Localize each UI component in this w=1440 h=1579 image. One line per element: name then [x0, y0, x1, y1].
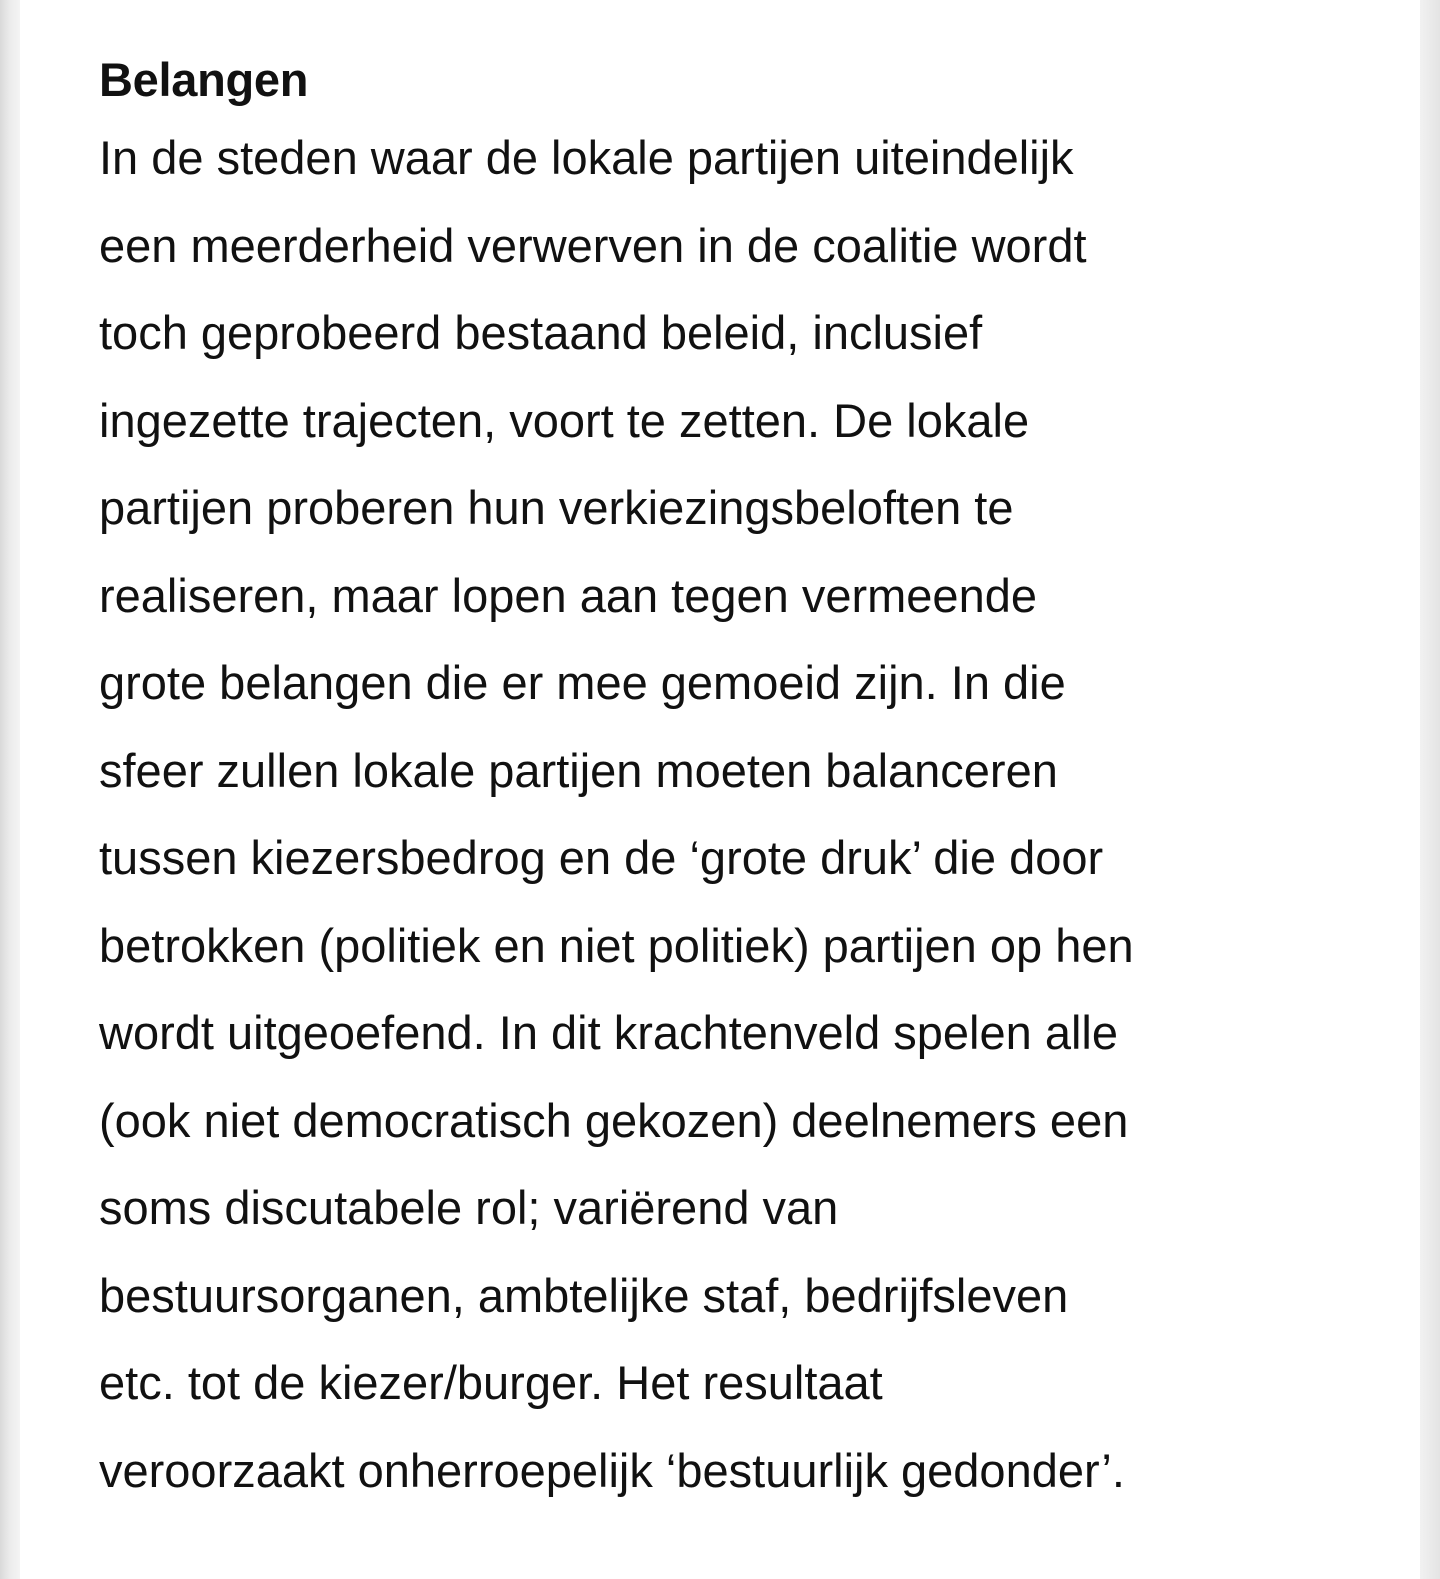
article-card [20, 0, 1420, 1579]
paragraph-line: partijen proberen hun verkiezingsbeloften te [99, 481, 1014, 534]
article-paragraph [99, 114, 1359, 1514]
article-content [99, 42, 1359, 1514]
paragraph-line: etc. tot de kiezer/burger. Het resultaat [99, 1356, 883, 1409]
section-heading: Belangen [99, 53, 309, 106]
paragraph-line: wordt uitgeoefend. In dit krachtenveld spelen alle [99, 1006, 1118, 1059]
paragraph-line: sfeer zullen lokale partijen moeten balanceren [99, 743, 1058, 797]
paragraph-line: In de steden waar de lokale partijen uiteindelijk [99, 131, 1074, 184]
paragraph-line: soms discutabele rol; variërend van [99, 1181, 839, 1234]
paragraph-line: grote belangen die er mee gemoeid zijn. In die [99, 656, 1066, 709]
paragraph-line: tussen kiezersbedrog en de ‘grote druk’ die door [99, 831, 1104, 884]
paragraph-line: betrokken (politiek en niet politiek) partijen op hen [99, 918, 1134, 972]
paragraph-line: (ook niet democratisch gekozen) deelnemers een [99, 1093, 1129, 1147]
paragraph-line: veroorzaakt onherroepelijk ‘bestuurlijk gedonder’. [99, 1443, 1125, 1497]
paragraph-line: realiseren, maar lopen aan tegen vermeende [99, 568, 1037, 622]
paragraph-line: een meerderheid verwerven in de coalitie wordt [99, 218, 1087, 272]
paragraph-line: ingezette trajecten, voort te zetten. De lokale [99, 393, 1030, 447]
paragraph-line: bestuursorganen, ambtelijke staf, bedrijfsleven [99, 1268, 1069, 1322]
paragraph-line: toch geprobeerd bestaand beleid, inclusief [99, 306, 983, 359]
